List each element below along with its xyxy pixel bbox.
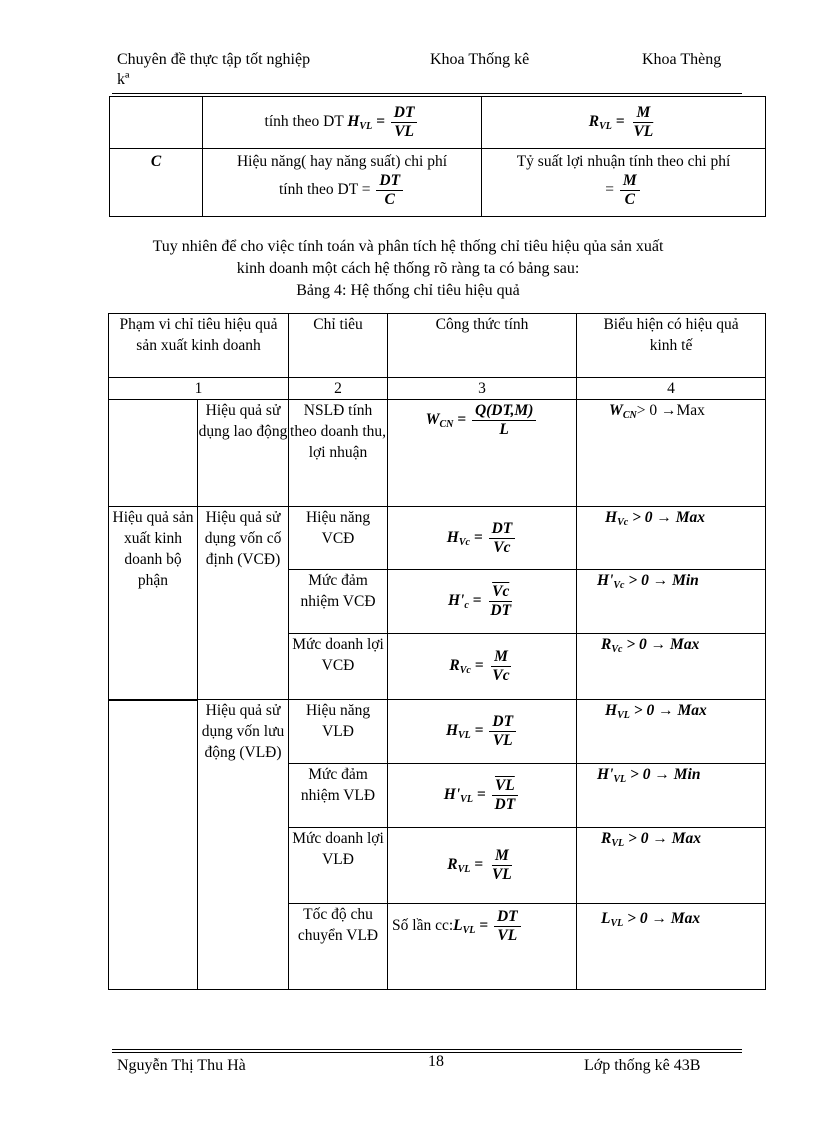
- header-left: Chuyên đề thực tập tốt nghiệp: [117, 51, 311, 68]
- effect-rest: > 0 → Max: [624, 830, 702, 847]
- effect: [605, 509, 705, 526]
- fraction-den: C: [624, 191, 635, 208]
- labor-effect: [577, 400, 766, 507]
- effect-sub: Vc: [611, 644, 623, 655]
- header-center: Khoa Thống kê: [430, 51, 530, 68]
- fraction-num: M: [492, 847, 512, 866]
- fraction-den: VL: [492, 732, 513, 749]
- fixed-indicator: Mức doanh lợi VCĐ: [289, 634, 388, 700]
- effect-lhs: R: [601, 636, 612, 653]
- top-cell-c: [110, 149, 203, 217]
- profit-rate-line2: [482, 172, 765, 209]
- header-rule: [112, 93, 742, 94]
- fixed-group: Hiệu quả sử dụng vốn cố định (VCĐ): [198, 507, 289, 700]
- formula-sub: Vc: [459, 665, 471, 677]
- labor-indicator: NSLĐ tính theo doanh thu, lợi nhuận: [289, 400, 388, 507]
- fixed-row: [109, 507, 766, 570]
- fraction: [489, 713, 516, 750]
- working-indicator: Mức doanh lợi VLĐ: [289, 828, 388, 904]
- formula-lhs: W: [425, 411, 440, 429]
- fraction-num: DT: [376, 172, 403, 191]
- working-group: Hiệu quả sử dụng vốn lưu động (VLĐ): [198, 700, 289, 990]
- fixed-formula: [388, 507, 577, 570]
- effect: [597, 572, 699, 589]
- working-effect: [577, 828, 766, 904]
- working-indicator: Mức đảm nhiệm VLĐ: [289, 764, 388, 828]
- col-header-effect: Biểu hiện có hiệu quả kinh tế: [577, 314, 766, 378]
- effect-lhs: R: [601, 830, 612, 847]
- scope-empty: [109, 700, 198, 990]
- formula-sub: c: [464, 600, 469, 612]
- effect-rest: > 0 → Max: [622, 636, 700, 653]
- col-number-3: 3: [388, 378, 577, 400]
- effect-rest: > 0 → Min: [626, 766, 701, 783]
- fraction-num: DT: [494, 908, 521, 927]
- formula-hvl: $H_{VL}$ = $\frac{DT}{VL}$: [446, 722, 518, 739]
- effect-lhs: H: [605, 702, 618, 719]
- fraction-den: DT: [490, 602, 512, 619]
- effect-lhs: H': [597, 766, 614, 783]
- efficiency-line2: [203, 172, 481, 209]
- formula-wcn: $W_{CN}$ = $\frac{Q(DT,M)}{L}$: [426, 411, 539, 428]
- col-header-indicator: Chỉ tiêu: [289, 314, 388, 378]
- formula-hvl-prime: $H'_{VL}$ = $\frac{\overline{VL}}{DT}$: [444, 786, 520, 803]
- footer-class: Lớp thống kê 43B: [584, 1057, 701, 1074]
- effect-lhs: H': [597, 572, 614, 589]
- working-formula: [388, 828, 577, 904]
- effect-rest: > 0 → Max: [629, 702, 707, 719]
- formula-lhs: R: [449, 657, 460, 675]
- fraction-den: Vc: [492, 667, 510, 684]
- effect: [597, 766, 700, 783]
- profit-rate-line1: Tỷ suất lợi nhuận tính theo chi phí: [516, 153, 731, 170]
- formula-lhs: H: [446, 528, 459, 546]
- working-indicator: Tốc độ chu chuyển VLĐ: [289, 904, 388, 990]
- effect-lhs: H: [605, 509, 618, 526]
- formula-sub: VL: [462, 925, 476, 937]
- formula-sub: VL: [359, 121, 373, 133]
- fixed-indicator: Mức đảm nhiệm VCĐ: [289, 570, 388, 634]
- fixed-indicator: Hiệu năng VCĐ: [289, 507, 388, 570]
- formula-hvl: $H_{VL}$ = $\frac{DT}{VL}$: [347, 113, 419, 130]
- working-effect: [577, 764, 766, 828]
- formula-lvl: $L_{VL}$ = $\frac{DT}{VL}$: [453, 917, 523, 934]
- effect-rest: > 0 → Max: [628, 509, 706, 526]
- effect: [601, 910, 700, 927]
- formula-lhs: R: [447, 856, 458, 874]
- effect-sub: CN: [622, 410, 637, 421]
- symbol-c: C: [150, 153, 162, 170]
- number-row: [109, 378, 766, 400]
- effect-sub: VL: [611, 838, 625, 849]
- fraction-num: $\overline{VL}$: [492, 777, 518, 796]
- working-effect: [577, 700, 766, 764]
- fraction-num: DT: [391, 104, 418, 123]
- col-number-1: 1: [109, 378, 289, 400]
- effect: [601, 830, 701, 847]
- footer-rule-bottom: [112, 1052, 742, 1053]
- working-effect: [577, 904, 766, 990]
- formula-sub: Vc: [458, 536, 470, 548]
- equals-sign: =: [605, 181, 615, 199]
- fixed-formula: [388, 570, 577, 634]
- effect: [601, 636, 699, 653]
- col-header-formula: Công thức tính: [388, 314, 577, 378]
- formula-lhs: L: [453, 917, 463, 935]
- effect-rest: > 0 →Max: [636, 402, 705, 419]
- effect: [605, 702, 707, 719]
- working-formula: [388, 700, 577, 764]
- labor-scope-empty: [109, 400, 198, 507]
- labor-row: [109, 400, 766, 507]
- labor-group: Hiệu quả sử dụng lao động: [198, 400, 289, 507]
- fixed-formula: [388, 634, 577, 700]
- effect-sub: VL: [613, 774, 627, 785]
- formula-prefix: Số lần cc:: [392, 917, 454, 935]
- efficiency-line2-text: tính theo DT =: [278, 181, 371, 199]
- top-table: [109, 96, 766, 217]
- fraction: [489, 847, 515, 884]
- fraction-num: M: [620, 172, 640, 191]
- top-cell-empty: [110, 97, 203, 149]
- working-indicator: Hiệu năng VLĐ: [289, 700, 388, 764]
- formula-sub: CN: [439, 419, 454, 431]
- fixed-effect: [577, 507, 766, 570]
- formula-hc: $H'_c$ = $\frac{\overline{Vc}}{DT}$: [448, 592, 516, 609]
- fraction: [489, 520, 516, 557]
- fraction: [620, 172, 640, 209]
- formula-sub: VL: [460, 794, 473, 806]
- fixed-effect: [577, 634, 766, 700]
- fraction-num: Q(DT,M): [472, 402, 536, 421]
- effect-sub: VL: [610, 918, 624, 929]
- fraction: [492, 777, 519, 814]
- effect-sub: VL: [617, 710, 630, 721]
- col-header-scope: Phạm vi chỉ tiêu hiệu quả sản xuất kinh doanh: [109, 314, 289, 378]
- formula-lhs: R: [588, 113, 600, 131]
- top-table-row: [110, 149, 766, 217]
- effect-rest: > 0 → Max: [623, 910, 701, 927]
- effect-rest: > 0 → Min: [624, 572, 699, 589]
- formula-rvl: $R_{VL}$ = $\frac{M}{VL}$: [447, 856, 517, 873]
- working-formula: [388, 764, 577, 828]
- fraction-num: DT: [489, 713, 516, 732]
- effect-sub: Vc: [617, 517, 629, 528]
- fraction-num: DT: [489, 520, 516, 539]
- fraction: [489, 648, 512, 685]
- formula-sub: VL: [458, 730, 471, 742]
- intro-line1: Tuy nhiên để cho việc tính toán và phân tích hệ thống chỉ tiêu hiệu qủa sản xuất: [152, 238, 664, 255]
- footer-rule-top: [112, 1049, 742, 1050]
- formula-sub: VL: [599, 121, 612, 133]
- fraction: [630, 104, 656, 141]
- col-number-4: 4: [577, 378, 766, 400]
- fraction-den: VL: [491, 866, 512, 883]
- fraction: [487, 583, 514, 620]
- scope-label: Hiệu quả sản xuất kinh doanh bộ phận: [109, 507, 198, 700]
- col-number-2: 2: [289, 378, 388, 400]
- fraction-num: $\overline{Vc}$: [489, 583, 512, 602]
- efficiency-line1: Hiệu năng( hay năng suất) chi phí: [236, 153, 448, 170]
- effect-sub: Vc: [613, 580, 625, 591]
- fraction-den: C: [384, 191, 395, 208]
- working-formula: [388, 904, 577, 990]
- formula-lhs: H: [445, 722, 459, 740]
- top-table-row: [110, 97, 766, 149]
- formula-lhs: H': [447, 592, 465, 610]
- fraction: [494, 908, 521, 945]
- formula-rvc: $R_{Vc}$ = $\frac{M}{Vc}$: [449, 657, 514, 674]
- effect-lhs: L: [601, 910, 611, 927]
- formula-lhs: H: [347, 113, 360, 131]
- header-row: [109, 314, 766, 378]
- formula-lhs: H': [443, 786, 461, 804]
- header-left-cont: kª: [117, 71, 130, 88]
- fraction-den: Vc: [493, 538, 511, 556]
- fixed-effect: [577, 570, 766, 634]
- fraction: [376, 172, 403, 209]
- fraction-den: L: [499, 421, 509, 438]
- text-tinh-theo-dt: tính theo DT: [264, 113, 344, 131]
- fraction-den: DT: [494, 796, 516, 813]
- top-cell-efficiency: [203, 149, 482, 217]
- fraction-den: VL: [633, 123, 654, 140]
- fraction-num: M: [491, 648, 511, 667]
- working-row: [109, 700, 766, 764]
- page-number: 18: [428, 1053, 444, 1070]
- footer-author: Nguyễn Thị Thu Hà: [117, 1057, 246, 1074]
- formula-sub: VL: [457, 864, 471, 876]
- top-cell-formula-h: [203, 97, 482, 149]
- fraction-num: M: [633, 104, 653, 123]
- fraction: [472, 402, 536, 439]
- effect-lhs: W: [609, 402, 623, 419]
- table-caption: Bảng 4: Hệ thống chỉ tiêu hiệu quả: [296, 282, 520, 299]
- formula-hvc: $H_{Vc}$ = $\frac{DT}{Vc}$: [447, 529, 517, 546]
- labor-formula: [388, 400, 577, 507]
- fraction-den: VL: [497, 927, 518, 944]
- fraction: [391, 104, 418, 141]
- fraction-den: VL: [394, 123, 415, 140]
- formula-rvl: $R_{VL}$ = $\frac{M}{VL}$: [589, 113, 659, 130]
- header-right: Khoa Thèng: [642, 51, 722, 68]
- intro-line2: kinh doanh một cách hệ thống rõ ràng ta có bảng sau:: [236, 260, 580, 277]
- main-table: [108, 313, 766, 990]
- top-cell-formula-r: [482, 97, 766, 149]
- top-cell-profit-rate: [482, 149, 766, 217]
